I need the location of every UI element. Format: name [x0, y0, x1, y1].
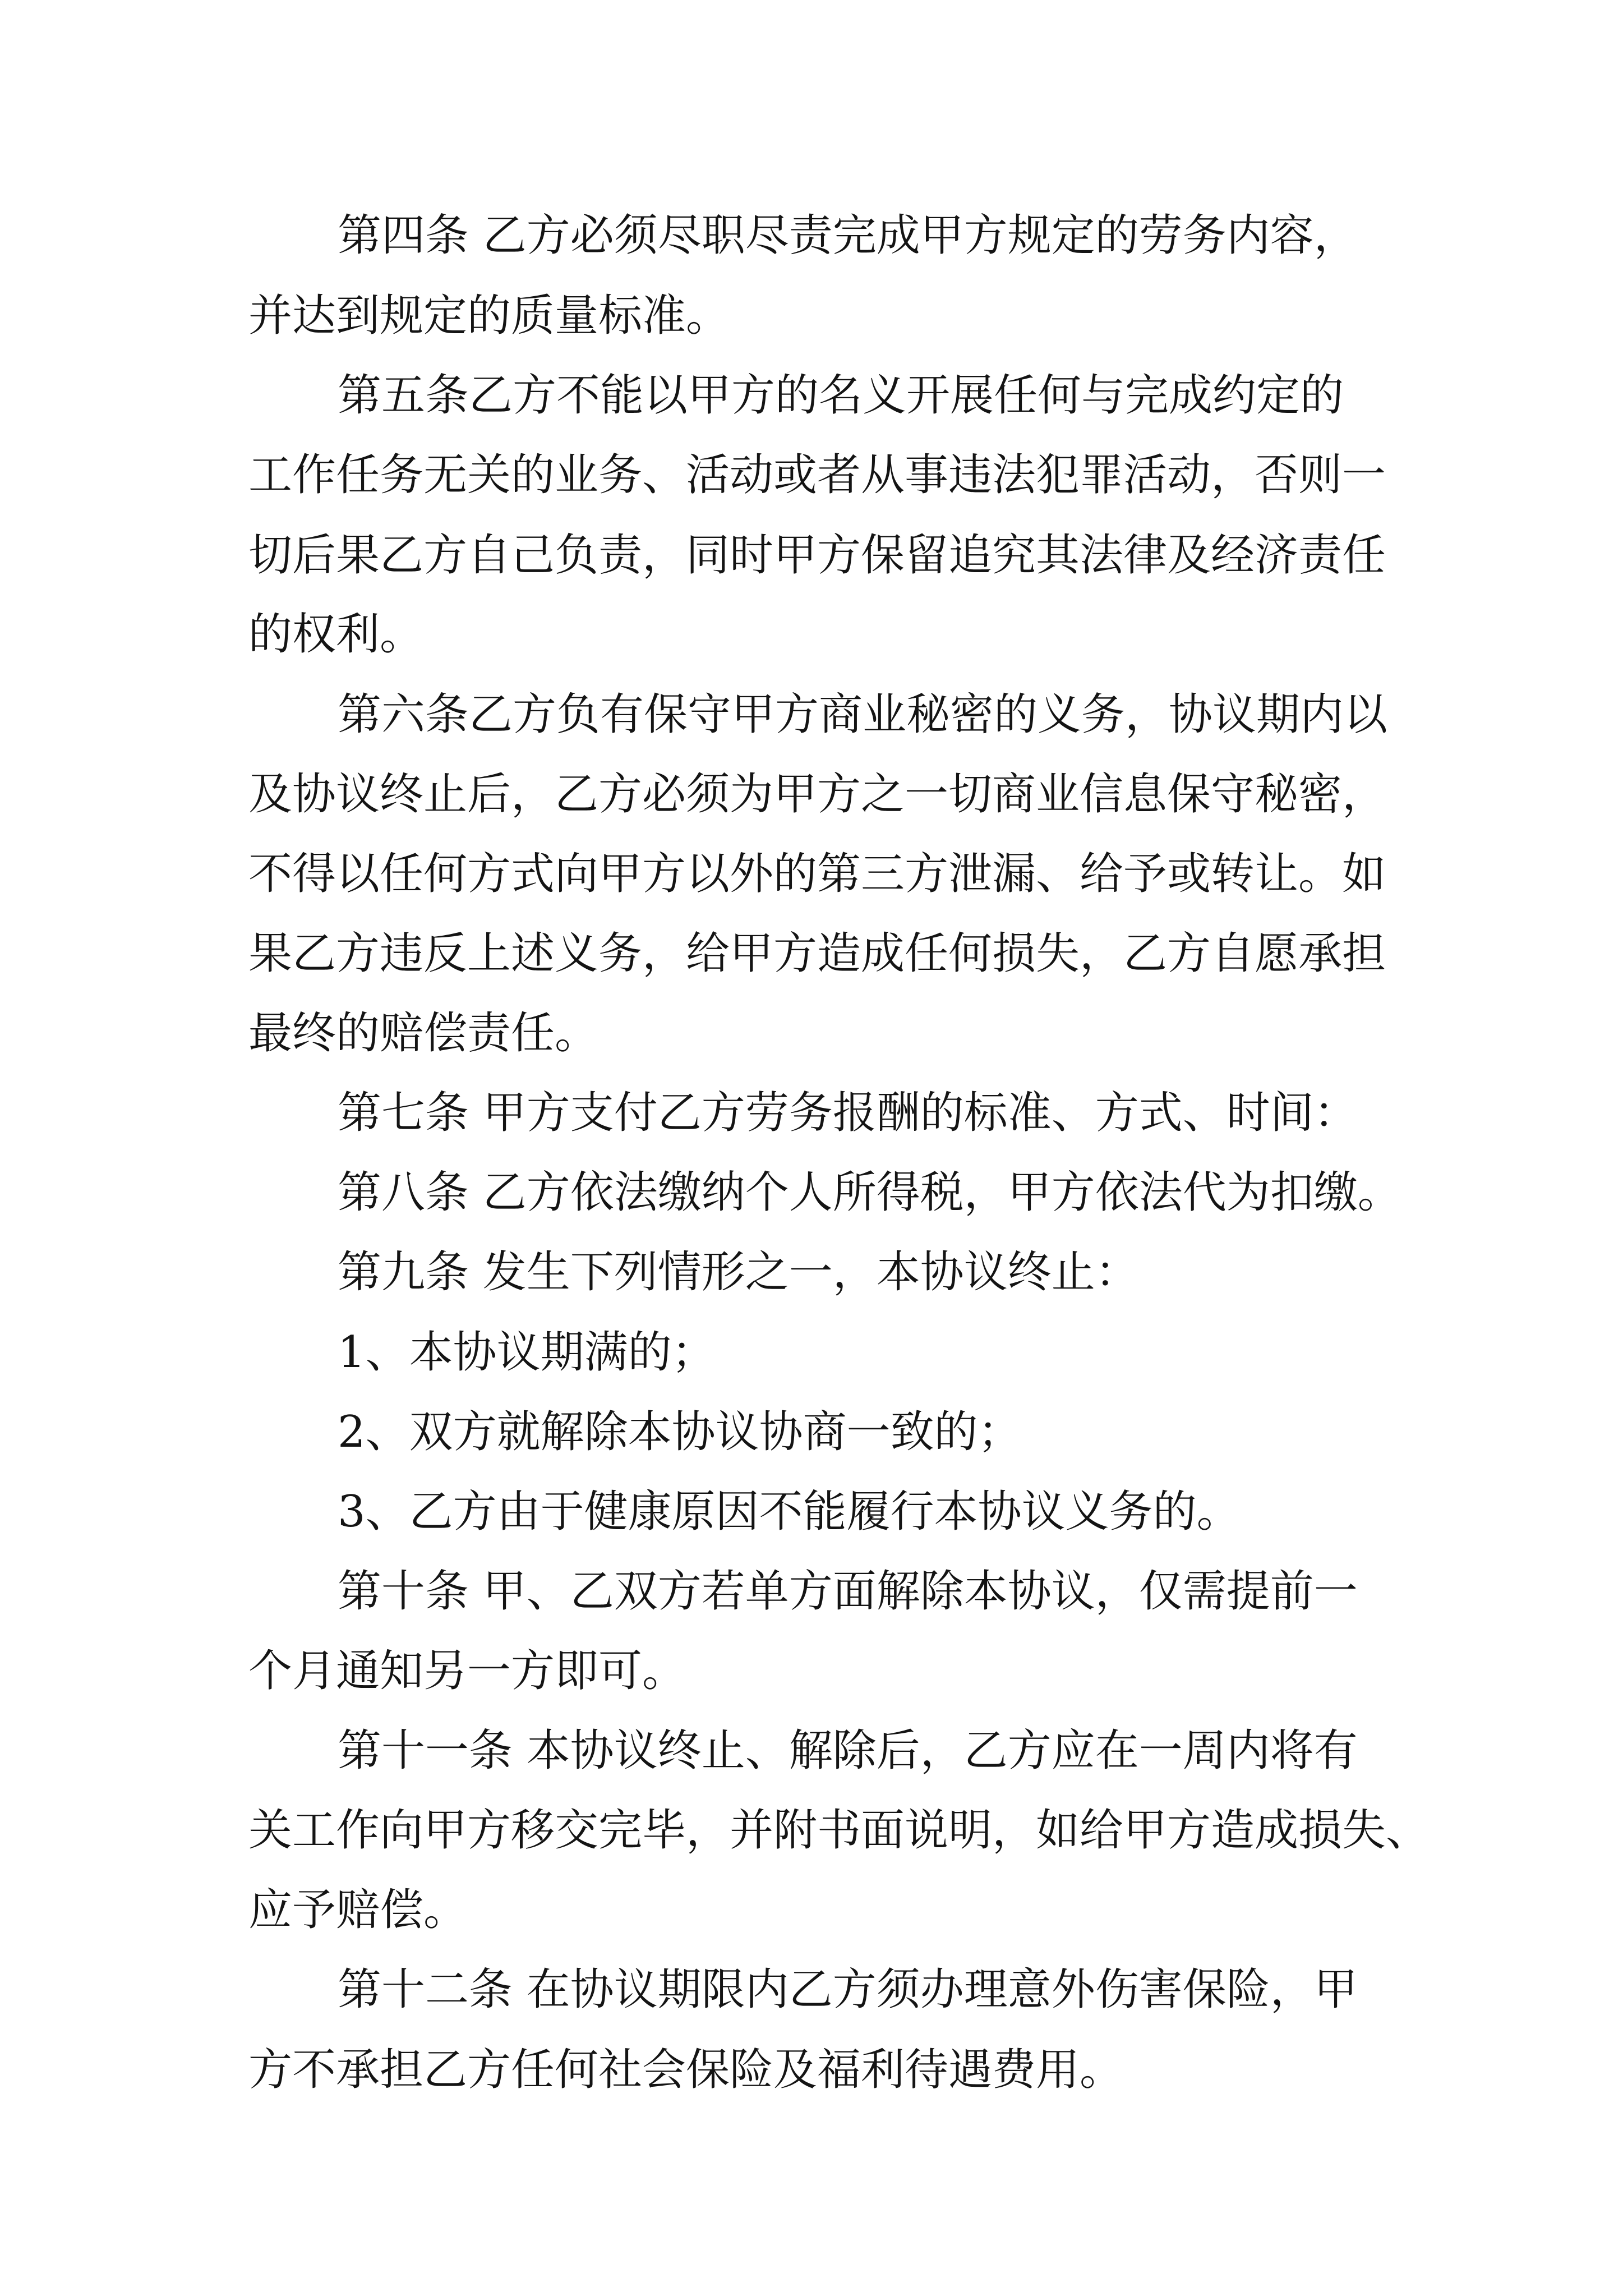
text-line-11: 最终的赔偿责任。: [248, 1008, 599, 1059]
text-line-24: 方不承担乙方任何社会保险及福利待遇费用。: [248, 2045, 1124, 2095]
text-line-1: 第四条 乙方必须尽职尽责完成甲方规定的劳务内容，: [338, 210, 1358, 261]
text-line-3: 第五条乙方不能以甲方的名义开展任何与完成约定的: [338, 370, 1344, 421]
text-line-14: 第九条 发生下列情形之一，本协议终止：: [338, 1247, 1139, 1297]
text-line-19: 个月通知另一方即可。: [248, 1646, 686, 1696]
text-line-22: 应予赔偿。: [248, 1885, 468, 1935]
text-line-21: 关工作向甲方移交完毕，并附书面说明，如给甲方造成损失、: [248, 1805, 1430, 1856]
text-line-7: 第六条乙方负有保守甲方商业秘密的义务，协议期内以: [338, 689, 1388, 740]
text-line-15: 1、本协议期满的；: [338, 1327, 716, 1378]
text-line-8: 及协议终止后，乙方必须为甲方之一切商业信息保守秘密，: [248, 769, 1386, 820]
text-line-2: 并达到规定的质量标准。: [248, 291, 730, 341]
text-line-16: 2、双方就解除本协议协商一致的；: [338, 1407, 1022, 1457]
text-line-6: 的权利。: [248, 609, 424, 660]
text-line-17: 3、乙方由于健康原因不能履行本协议义务的。: [338, 1487, 1241, 1537]
text-line-23: 第十二条 在协议期限内乙方须办理意外伤害保险，甲: [338, 1964, 1358, 2015]
text-line-5: 切后果乙方自己负责，同时甲方保留追究其法律及经济责任: [248, 530, 1386, 581]
text-line-13: 第八条 乙方依法缴纳个人所得税，甲方依法代为扣缴。: [338, 1167, 1401, 1218]
text-line-9: 不得以任何方式向甲方以外的第三方泄漏、给予或转让。如: [248, 849, 1386, 899]
text-line-10: 果乙方违反上述义务，给甲方造成任何损失，乙方自愿承担: [248, 928, 1386, 979]
text-line-20: 第十一条 本协议终止、解除后，乙方应在一周内将有: [338, 1726, 1358, 1776]
text-line-18: 第十条 甲、乙双方若单方面解除本协议，仅需提前一: [338, 1566, 1358, 1617]
text-line-4: 工作任务无关的业务、活动或者从事违法犯罪活动，否则一: [248, 450, 1386, 500]
text-line-12: 第七条 甲方支付乙方劳务报酬的标准、方式、时间：: [338, 1088, 1358, 1138]
